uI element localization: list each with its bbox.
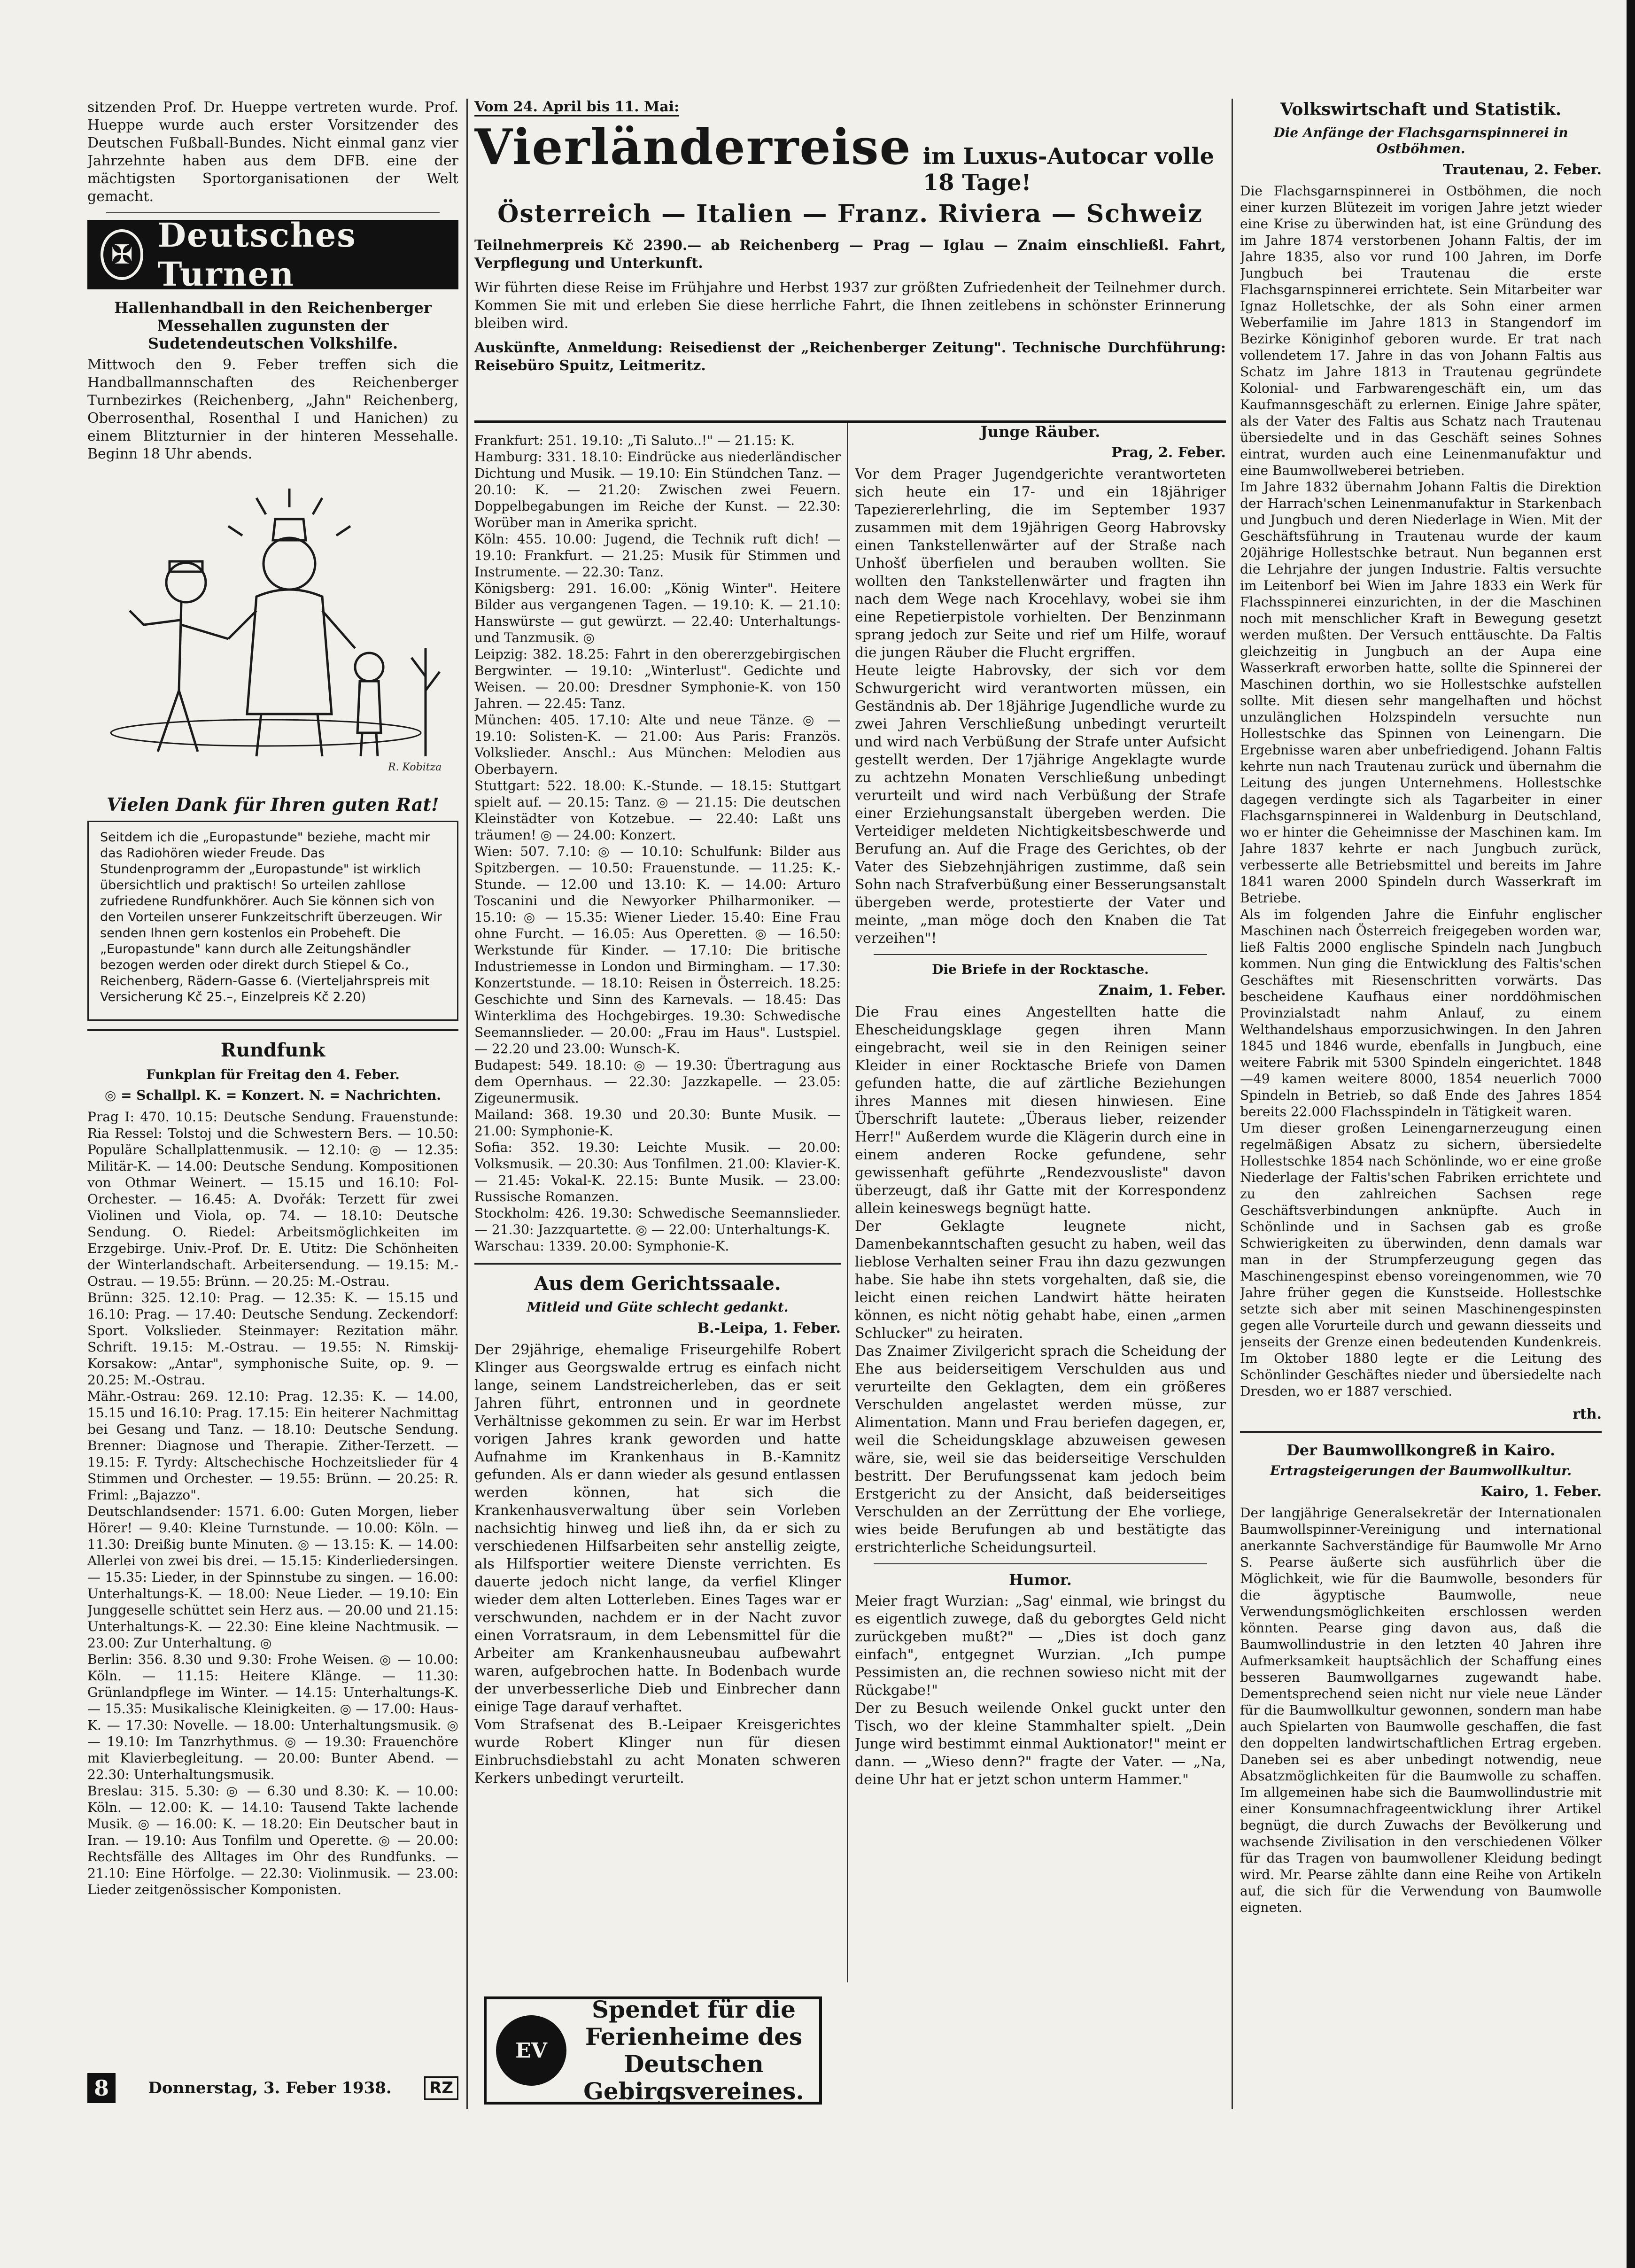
banner-title: Deutsches Turnen: [157, 216, 356, 294]
letter-title: Die Briefe in der Rocktasche.: [932, 962, 1149, 977]
column-rule: [466, 99, 468, 2109]
spende-text: Spendet für die Ferienheime des Deutschen Gebirgsvereines.: [583, 1996, 804, 2105]
spende-ad: [484, 1996, 822, 2105]
europastunde-ad: [87, 821, 458, 1021]
travel-headline: Vierländerreise: [474, 118, 912, 176]
cotton-article-subtitle: Ertragsteigerungen der Baumwollkultur.: [1270, 1463, 1572, 1478]
court-text: Der 29jährige, ehemalige Friseurgehilfe Robert Klinger aus Georgswalde ertrug es einfach nicht lange, seinem Landstreicherleben, das er seit Jahren führt, entronnen und in geordnete Verhältnisse gekommen zu sein. Er war im Herbst vorigen Jahres krank geworden und hatte Aufnahme im Krankenhaus in B.-Kamnitz gefunden. Als er dann wieder als gesund entlassen werden können, hat sich die Krankenhausverwaltung über sein Vorleben nachsichtig hinweg und ließ ihn, da er sich zu verschiedenen Hilfsarbeiten sehr anstellig zeigte, als Hilfsportier weitere Dienste verrichten. Es dauerte jedoch nicht lange, da verfiel Klinger wieder dem alten Lotterleben. Eines Tages war er verschwunden, nachdem er in der Nacht zuvor einen Vorratsraum, in dem Lebensmittel für die Arbeiter am Krankenhausneubau aufbewahrt waren, aufgebrochen hatte. In Bodenbach wurde der unverbesserliche Dieb und Einbrecher dann einige Tage darauf verhaftet. Vom Strafsenat des B.-Leipaer Kreisgerichtes wurde Robert Klinger nun für diesen Einbruchsdiebstahl zu acht Monaten schweren Kerkers unbedingt verurteilt.: [474, 1342, 841, 1786]
divider: [106, 212, 440, 213]
radio-legend: ◎ = Schallpl. K. = Konzert. N. = Nachrichten.: [104, 1087, 442, 1103]
page-footer: [87, 2072, 458, 2105]
court-subtitle: Mitleid und Güte schlecht gedankt.: [527, 1299, 789, 1315]
cotton-article-text: Der langjährige Generalsekretär der Internationalen Baumwollspinner-Vereinigung und international anerkannte Sachverständige für Baumwolle Mr Arno S. Pearse äußerte sich ausführlich über die Möglichkeit, wie für die Baumwolle, besonders für die ägyptische Baumwolle, neue Verwendungsmöglichkeiten erschlossen werden könnten. Pearse ging davon aus, daß die Baumwollindustrie in den letzten 40 Jahren ihre Aufmerksamkeit hauptsächlich der Schaffung eines besseren Baumwollgarnes zugewandt habe. Dementsprechend seien nicht nur viele neue Länder für die Baumwollkultur gewonnen, sondern man habe auch Spielarten von Baumwolle geschaffen, die fast den doppelten landwirtschaftlichen Ertrag ergeben. Daneben sei es aber unbedingt notwendig, neue Absatzmöglichkeiten für die Baumwolle zu schaffen. Im allgemeinen habe sich die Baumwollindustrie mit einer Konsumnachfrageentwicklung ihrer Artikel begnügt, die durch Zuwachs der Bevölkerung und wachsende Zivilisation in den verschiedenen Völker für das Tragen von baumwollener Kleidung bedingt wird. Mr. Pearse zählte dann eine Reihe von Artikeln auf, die sich für die Verwendung von Baumwolle eigneten.: [1240, 1505, 1602, 1915]
divider: [87, 1029, 458, 1031]
cartoon-caption: Vielen Dank für Ihren guten Rat!: [107, 794, 439, 815]
divider: [1240, 1431, 1602, 1433]
travel-price: Teilnehmerpreis Kč 2390.— ab Reichenberg — Prag — Iglau — Znaim einschließl. Fahrt, Verpflegung und Unterkunft.: [474, 237, 1226, 272]
court-title: Aus dem Gerichtssaale.: [534, 1273, 781, 1295]
column-rule: [847, 423, 848, 1982]
turnen-banner: [87, 216, 458, 294]
travel-ad: [474, 99, 1226, 418]
ad-text: Seitdem ich die „Europastunde" beziehe, macht mir das Radiohören wieder Freude. Das Stundenprogramm der „Europastunde" ist wirklich übersichtlich und praktisch! So urteilen zahllose zufriedene Rundfunkhörer. Auch Sie können sich von den Vorteilen unserer Funkzeitschrift überzeugen. Wir senden Ihnen gern kostenlos ein Probeheft. Die „Europastunde" kann durch alle Zeitungshändler bezogen werden oder direkt durch Stiepel & Co., Reichenberg, Rädern-Gasse 6. (Vierteljahrspreis mit Versicherung Kč 25.–, Einzelpreis Kč 2.20): [100, 830, 442, 1004]
radio-subtitle: Funkplan für Freitag den 4. Feber.: [146, 1067, 400, 1082]
radio-continued-column: [474, 432, 841, 1982]
travel-headline-tail: im Luxus-Autocar volle 18 Tage!: [922, 143, 1215, 196]
humor-title: Humor.: [1009, 1571, 1072, 1589]
economy-column: [1240, 99, 1602, 2105]
cartoon-signature: R. Kobitza: [388, 761, 442, 773]
court-news-column: [855, 423, 1226, 2095]
travel-info: Auskünfte, Anmeldung: Reisedienst der „Reichenberger Zeitung". Technische Durchführung: Reisebüro Spuitz, Leitmeritz.: [474, 340, 1226, 374]
flax-article-title: Die Anfänge der Flachsgarnspinnerei in Ostböhmen.: [1273, 125, 1568, 156]
economy-section-title: Volkswirtschaft und Statistik.: [1280, 100, 1562, 119]
cartoon-drawing: [87, 470, 458, 789]
newspaper-logo: RZ: [424, 2076, 458, 2100]
cartoon-illustration: [87, 470, 458, 789]
flax-article-text: Die Flachsgarnspinnerei in Ostböhmen, die noch einer kurzen Blütezeit im vorigen Jahre jetzt wieder eine Krise zu überwinden hat, ist eine Gründung des im Jahre 1874 verstorbenen Johann Faltis, der im Jahre 1835, also vor rund 100 Jahren, im Dorfe Jungbuch bei Trautenau die erste Flachsgarnspinnerei errichtete. Sein Mitarbeiter war Ignaz Holletschke, der als Sohn einer armen Weberfamilie im Jahre 1813 in Stangendorf im Bezirke Königinhof geboren wurde. Er trat nach vollendetem 17. Jahre in das von Johann Faltis aus Schatz im Jahre 1813 in Trautenau gegründete Kolonial- und Farbwarengeschäft ein, um das Kaufmannsgeschäft zu erlernen. Einige Jahre später, als der Vater des Faltis aus Schatz nach Trautenau übersiedelte und in das Geschäft seines Sohnes eintrat, wurden auch eine Leinenmanufaktur und eine Baumwollweberei betrieben. Im Jahre 1832 übernahm Johann Faltis die Direktion der Harrach'schen Leinenmanufaktur in Starkenbach und Jungbuch und deren Niederlage in Wien. Mit der Geschäftsführung in Trautenau wurde der kaum 20jährige Hollestschke betraut. Nun begannen erst die Lehrjahre der jungen Industrie. Faltis versuchte im Leitenborf bei Wien im Jahre 1833 ein Werk für Flachsspinnerei einzurichten, in der die Maschinen noch mit menschlicher Kraft in Bewegung gesetzt werden mußten. Der Versuch enttäuschte. Da Faltis gleichzeitig in Jungbuch an der Aupa eine Wasserkraft erworben hatte, sollte die Spinnerei der Maschinen dorthin, wo sie Hollestschke aufstellen sollte. Mit diesen sehr mangelhaften und höchst unzulänglichen Holzspindeln versuchte nun Hollestschke das Spinnen von Leinengarn. Die Ergebnisse waren aber unbefriedigend. Johann Faltis kehrte nun nach Trautenau zurück und übernahm die Leitung des jungen Unternehmens. Hollestschke dagegen verdingte sich als Tagarbeiter in einer Flachsgarnspinnerei in Waldenburg in Deutschland, wo er hinter die Geheimnisse der Maschinen kam. Im Jahre 1837 kehrte er nach Jungbuch zurück, verbesserte alle Betriebsmittel und bereits im Jahre 1841 waren 2000 Spindeln durch Wasserkraft im Betriebe. Als im folgenden Jahre die Einfuhr englischer Maschinen nach Österreich freigegeben worden war, ließ Faltis 2000 englische Spindeln nach Jungbuch kommen. Nun ging die Entwicklung des Faltis'schen Geschäftes mit Riesenschritten vorwärts. Das bescheidene Kaufhaus einer norddöhmischen Provinzialstadt nahm Anlauf, zu einem Welthandelshaus emporzusichwingen. In den Jahren 1845 und 1846 wurde, ebenfalls in Jungbuch, eine weitere Fabrik mit 5300 Spindeln eingerichtet. 1848—49 kamen weitere 8000, 1854 neuerlich 7000 Spindeln in Betrieb, so daß Ende des Jahres 1854 bereits 22.000 Flachsspindeln in Tätigkeit waren. Um dieser großen Leinengarnerzeugung einen regelmäßigen Absatz zu sichern, übersiedelte Hollestschke 1854 nach Schönlinde, wo er eine große Niederlage der Faltis'schen Fabriken errichtete und zu den zahlreichen Sachsen rege Geschäftsverbindungen anknüpfte. Auch in Schönlinde und in Sachsen gab es große Schwierigkeiten zu überwinden, denn damals war man in der Strumpferzeugung gegen das Maschinengespinst ebenso voreingenommen, wie 70 Jahre früher gegen die Kunstseide. Hollestschke setzte sich aber mit seinen Maschinengespinsten gegen alle Vorurteile durch und gewann diesseits und jenseits der Grenze einen bedeutenden Kundenkreis. Im Oktober 1880 legte er die Leitung des Schönlinder Geschäftes nieder und übersiedelte nach Dresden, wo er 1887 verschied.: [1240, 183, 1602, 1399]
court-dateline: B.-Leipa, 1. Feber.: [697, 1320, 841, 1336]
intro-paragraph: sitzenden Prof. Dr. Hueppe vertreten wurde. Prof. Hueppe wurde auch erster Vorsitzender des Deutschen Fußball-Bundes. Nicht einmal ganz vier Jahrzehnte haben aus dem DFB. eine der mächtigsten Sportorganisationen der Welt gemacht.: [87, 99, 458, 205]
turner-cross-icon: ✠: [101, 229, 143, 280]
left-column: [87, 99, 458, 2067]
robbers-title: Junge Räuber.: [980, 423, 1100, 441]
travel-body: Wir führten diese Reise im Frühjahre und Herbst 1937 zur größten Zufriedenheit der Teilnehmer durch. Kommen Sie mit und erleben Sie diese herrliche Fahrt, die Ihnen zeitlebens in schönster Erinnerung bleiben wird.: [474, 280, 1226, 332]
travel-headline-row: [474, 118, 1226, 196]
divider: [874, 954, 1207, 955]
divider: [874, 1563, 1207, 1564]
scan-edge: [1627, 0, 1635, 2268]
handball-paragraph: Mittwoch den 9. Feber treffen sich die Handballmannschaften des Reichenberger Turnbezirkes (Reichenberg, „Jahn" Reichenberg, Oberrosenthal, Rosenthal I und Hanichen) zu einem Blitzturnier in der hinteren Messehalle. Beginn 18 Uhr abends.: [87, 357, 458, 462]
radio-title: Rundfunk: [220, 1039, 325, 1061]
letter-text: Die Frau eines Angestellten hatte die Ehescheidungsklage gegen ihren Mann eingebracht, weil sie in den Reinigen seiner Kleider in einer Rocktasche Briefe von Damen gefunden hatte, die auf zärtliche Beziehungen ihres Mannes mit diesen hinwiesen. Eine Überschrift lautete: „Überaus lieber, reizender Herr!" Außerdem wurde die Klägerin durch eine in einem anderen Rocke gefundene, sehr gewissenhaft geführte „Rendezvousliste" davon überzeugt, daß ihr Gatte mit der Korrespondenz allein keineswegs begnügt hatte. Der Geklagte leugnete nicht, Damenbekanntschaften gesucht zu haben, weil das lieblose Verhalten seiner Frau ihn dazu gezwungen habe. Sie habe ihn stets vorgehalten, daß sie, die leicht einen reichen Landwirt hätte heiraten können, es nicht nötig gehabt habe, einen „armen Schlucker" zu heiraten. Das Znaimer Zivilgericht sprach die Scheidung der Ehe aus beiderseitigem Verschulden aus und verurteilte den Geklagten, dem ein größeres Verschulden angelastet werden müsse, zur Alimentation. Mann und Frau beriefen dagegen, er, weil die Scheidungsklage abzuweisen gewesen wäre, sie, weil sie das beiderseitige Verschulden bestritt. Der Berufungssenat kam jedoch beim Erstgericht zu der Ansicht, daß beiderseitiges Verschulden an der Zerrüttung der Ehe vorliege, wies beide Berufungen ab und bestätigte das erstrichterliche Scheidungsurteil.: [855, 1004, 1226, 1556]
cotton-article-title: Der Baumwollkongreß in Kairo.: [1286, 1441, 1556, 1459]
cotton-dateline: Kairo, 1. Feber.: [1480, 1484, 1602, 1500]
robbers-dateline: Prag, 2. Feber.: [1111, 444, 1226, 461]
gebirgsverein-logo: EV: [496, 2015, 566, 2086]
column-rule: [1232, 99, 1233, 2109]
flax-dateline: Trautenau, 2. Feber.: [1442, 162, 1602, 178]
radio-program-continued: Frankfurt: 251. 19.10: „Ti Saluto..!" — 21.15: K. Hamburg: 331. 18.10: Eindrücke aus niederländischer Dichtung und Musik. — 19.10: Ein Stündchen Tanz. — 20.10: K. — 21.20: Zwischen zwei Feuern. Doppelbegabungen im Reiche der Kunst. — 22.30: Worüber man in Amerika spricht. Köln: 455. 10.00: Jugend, die Technik ruft dich! — 19.10: Frankfurt. — 21.25: Musik für Stimmen und Instrumente. — 22.30: Tanz. Königsberg: 291. 16.00: „König Winter". Heitere Bilder aus vergangenen Tagen. — 19.10: K. — 21.10: Hanswürste — gut gewürzt. — 22.40: Unterhaltungs- und Tanzmusik. ◎ Leipzig: 382. 18.25: Fahrt in den obererzgebirgischen Bergwinter. — 19.10: „Winterlust". Gedichte und Weisen. — 20.00: Dresdner Symphonie-K. von 150 Jahren. — 22.45: Tanz. München: 405. 17.10: Alte und neue Tänze. ◎ — 19.10: Solisten-K. — 21.00: Aus Paris: Französ. Volkslieder. Anschl.: Aus München: Melodien aus Oberbayern. Stuttgart: 522. 18.00: K.-Stunde. — 18.15: Stuttgart spielt auf. — 20.15: Tanz. ◎ — 21.15: Die deutschen Kleinstädter von Kotzebue. — 22.40: Laßt uns träumen! ◎ — 24.00: Konzert. Wien: 507. 7.10: ◎ — 10.10: Schulfunk: Bilder aus Spitzbergen. — 10.50: Frauenstunde. — 11.25: K.-Stunde. — 12.00 und 13.10: K. — 14.00: Arturo Toscanini und die Newyorker Philharmoniker. — 15.10: ◎ — 15.35: Wiener Lieder. 15.40: Eine Frau ohne Furcht. — 16.05: Aus Operetten. ◎ — 16.50: Werkstunde für Kinder. — 17.10: Die britische Industriemesse in London und Birmingham. — 17.30: Konzertstunde. — 18.10: Reisen in Österreich. 18.25: Geschichte und Sinn des Karnevals. — 18.45: Das Winterklima des Hochgebirges. 19.30: Schwedische Seemannslieder. — 20.00: „Frau im Haus". Lustspiel. — 22.20 und 23.00: Wunsch-K. Budapest: 549. 18.10: ◎ — 19.30: Übertragung aus dem Opernhaus. — 22.30: Jazzkapelle. — 23.05: Zigeunermusik. Mailand: 368. 19.30 und 20.30: Bunte Musik. — 21.00: Symphonie-K. Sofia: 352. 19.30: Leichte Musik. — 20.00: Volksmusik. — 20.30: Aus Tonfilmen. 21.00: Klavier-K. — 21.45: Vokal-K. 22.15: Bunte Musik. — 23.00: Russische Romanzen. Stockholm: 426. 19.30: Schwedische Seemannslieder. — 21.30: Jazzquartette. ◎ — 22.00: Unterhaltungs-K. Warschau: 1339. 20.00: Symphonie-K.: [474, 433, 841, 1254]
robbers-text: Vor dem Prager Jugendgerichte verantworteten sich heute ein 17- und ein 18jähriger Tapeziererlehrling, die im September 1937 zusammen mit dem 19jährigen Georg Habrovsky einen Tankstellenwärter auf der Straße nach Unhošť überfielen und berauben wollten. Sie wollten den Tankstellenwärter und fragten ihn nach dem Wege nach Krocehlavy, wobei sie ihm eine Repetierpistole vorhielten. Der Benzinmann sprang jedoch zur Seite und rief um Hilfe, worauf die jungen Räuber die Flucht ergriffen. Heute leigte Habrovsky, der sich vor dem Schwurgericht wird verantworten müssen, ein Geständnis ab. Der 18jährige Jugendliche wurde zu zwei Jahren Verschließung unbedingt verurteilt und wird nach Verbüßung der Strafe unter Aufsicht gestellt werden. Der 17jährige Angeklagte wurde zu achtzehn Monaten Verschließung unbedingt verurteilt und wird nach Verbüßung der Strafe einer Erziehungsanstalt übergeben werden. Die Verteidiger meldeten Nichtigkeitsbeschwerde und Berufung an. Auf die Frage des Gerichtes, ob der Vater des Siebzehnjährigen zustimme, daß sein Sohn nach Strafverbüßung einer Besserungsanstalt übergeben werde, protestierte der Vater und meinte, „man möge doch den Knaben die Tat verzeihen"!: [855, 466, 1226, 947]
footer-date: Donnerstag, 3. Feber 1938.: [148, 2079, 392, 2097]
letter-dateline: Znaim, 1. Feber.: [1098, 982, 1226, 999]
handball-headline: Hallenhandball in den Reichenberger Messehallen zugunsten der Sudetendeutschen Volkshilfe.: [114, 299, 432, 352]
travel-date-range: Vom 24. April bis 11. Mai:: [474, 99, 679, 117]
divider: [474, 1263, 841, 1265]
radio-program: Prag I: 470. 10.15: Deutsche Sendung. Frauenstunde: Ria Ressel: Tolstoj und die Schwestern Bers. — 10.50: Populäre Schallplattenmusik. — 12.10: ◎ — 12.35: Militär-K. — 14.00: Deutsche Sendung. Kompositionen von Othmar Weinert. — 15.15 und 16.10: Fol-Orchester. — 16.45: A. Dvořák: Terzett für zwei Violinen und Viola, op. 74. — 18.10: Deutsche Sendung. O. Riedel: Arbeitsmöglichkeiten im Erzgebirge. Univ.-Prof. Dr. E. Utitz: Die Schönheiten der Winterlandschaft. Arbeitersendung. — 19.15: M.-Ostrau. — 19.55: Brünn. — 20.25: M.-Ostrau. Brünn: 325. 12.10: Prag. — 12.35: K. — 15.15 und 16.10: Prag. — 17.40: Deutsche Sendung. Zeckendorf: Sport. Volkslieder. Steinmayer: Rezitation mähr. Schrift. 19.15: M.-Ostrau. — 19.55: N. Rimskij-Korsakow: „Antar", symphonische Suite, op. 9. — 20.25: M.-Ostrau. Mähr.-Ostrau: 269. 12.10: Prag. 12.35: K. — 14.00, 15.15 und 16.10: Prag. 17.15: Ein heiterer Nachmittag bei Gesang und Tanz. — 18.10: Deutsche Sendung. Brenner: Diagnose und Therapie. Zither-Terzett. — 19.15: F. Tyrdy: Altschechische Hochzeitslieder für 4 Stimmen und Orchester. — 19.55: Brünn. — 20.25: R. Friml: „Bajazzo". Deutschlandsender: 1571. 6.00: Guten Morgen, lieber Hörer! — 9.40: Kleine Turnstunde. — 10.00: Köln. — 11.30: Dreißig bunte Minuten. ◎ — 13.15: K. — 14.00: Allerlei von zwei bis drei. — 15.15: Kinderliedersingen. — 15.35: Lieder, in der Spinnstube zu singen. — 16.00: Unterhaltungs-K. — 18.00: Neue Lieder. — 19.10: Ein Junggeselle schüttet sein Herz aus. — 20.00 und 21.15: Unterhaltungs-K. — 22.30: Eine kleine Nachtmusik. — 23.00: Zur Unterhaltung. ◎ Berlin: 356. 8.30 und 9.30: Frohe Weisen. ◎ — 10.00: Köln. — 11.15: Heitere Klänge. — 11.30: Grünlandpflege im Winter. — 14.15: Unterhaltungs-K. — 15.35: Musikalische Kleinigkeiten. ◎ — 17.00: Haus-K. — 17.30: Novelle. — 18.00: Unterhaltungsmusik. ◎ — 19.10: Im Tanzrhythmus. ◎ — 19.30: Frauenchöre mit Klavierbegleitung. — 20.00: Bunter Abend. — 22.30: Unterhaltungsmusik. Breslau: 315. 5.30: ◎ — 6.30 und 8.30: K. — 10.00: Köln. — 12.00: K. — 14.10: Tausend Takte lachende Musik. ◎ — 16.00: K. — 18.20: Ein Deutscher baut in Iran. — 19.10: Aus Tonfilm und Operette. ◎ — 20.00: Rechtsfälle des Alltages im Ohr des Rundfunks. — 21.10: Eine Hörfolge. — 22.30: Violinmusik. — 23.00: Lieder zeitgenössischer Komponisten.: [87, 1109, 458, 1897]
humor-text: Meier fragt Wurzian: „Sag' einmal, wie bringst du es eigentlich zuwege, daß du geborgtes Geld nicht zurückgeben mußt?" — „Dies ist doch ganz einfach", entgegnet Wurzian. „Ich pumpe Pessimisten an, die rechnen sowieso nicht mit der Rückgabe!" Der zu Besuch weilende Onkel guckt unter den Tisch, wo der kleine Stammhalter spielt. „Dein Junge wird bestimmt einmal Auktionator!" meint er dann. — „Wieso denn?" fragte der Vater. — „Na, deine Uhr hat er jetzt schon unterm Hammer.": [855, 1593, 1226, 1788]
flax-signature: rth.: [1573, 1406, 1602, 1422]
page-number: 8: [87, 2073, 116, 2103]
travel-countries: Österreich — Italien — Franz. Riviera — Schweiz: [497, 200, 1203, 228]
